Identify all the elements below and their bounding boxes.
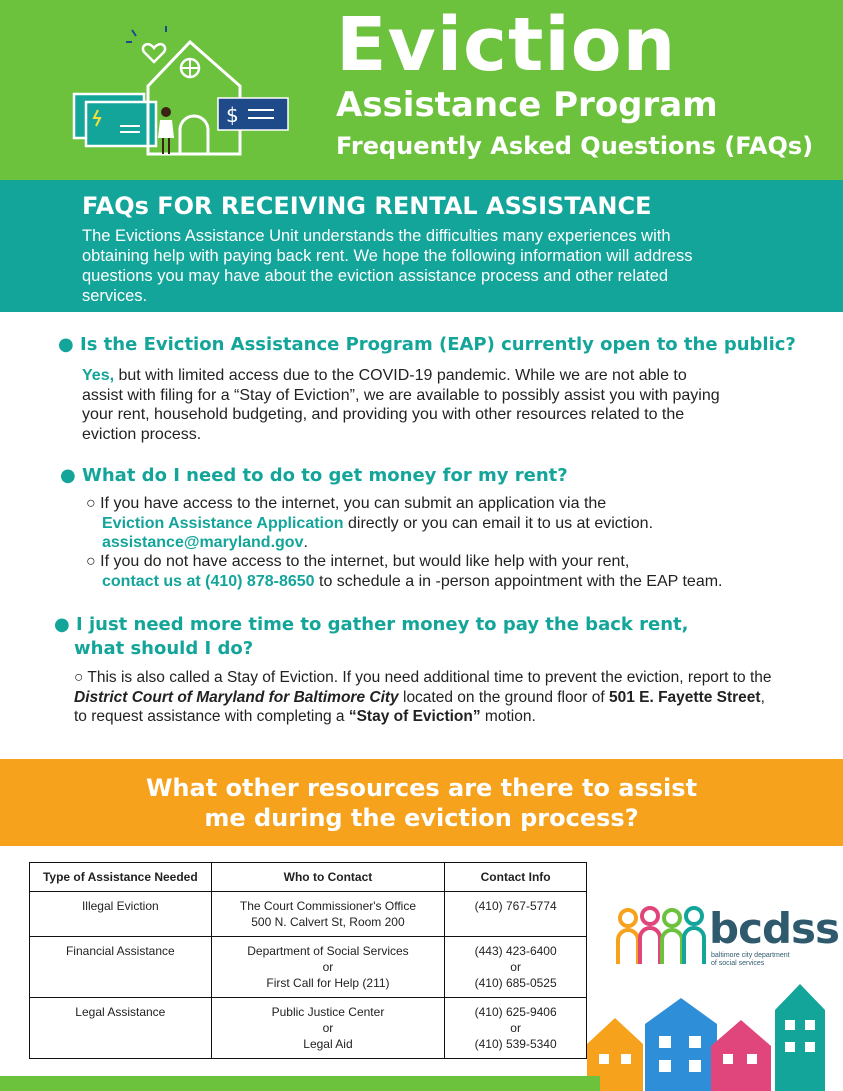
table-header-row [30,863,587,892]
logo-brand-text: bcdss [709,904,840,953]
table-header-who: Who to Contact [211,863,445,892]
table-row [30,998,587,1059]
phone-link[interactable]: contact us at (410) 878-8650 [102,572,315,590]
footer-bar [0,1076,600,1091]
faq-question-2: ● What do I need to do to get money for my rent? [60,465,568,486]
people-logo-icon [616,904,708,968]
faq-answer-2-item-2: ○ If you do not have access to the internet, but would like help with your rent, contact us at (410) 878-8650 to schedule a in -person appointment with the EAP team. [86,553,723,590]
bullet-icon: ● [60,465,76,486]
circle-bullet-icon: ○ [86,553,96,570]
page-tagline: Frequently Asked Questions (FAQs) [336,132,814,160]
faq-question-3: ● I just need more time to gather money to pay the back rent, what should I do? [54,614,689,659]
resources-heading: What other resources are there to assist me during the eviction process? [145,774,698,832]
bullet-icon: ● [58,334,74,355]
table-cell-contact: (410) 625-9406 or (410) 539-5340 [445,998,587,1059]
faq-question-1: ● Is the Eviction Assistance Program (EAP) currently open to the public? [58,334,796,355]
table-row [30,937,587,998]
table-cell-type: Illegal Eviction [30,892,212,937]
email-link[interactable]: assistance@maryland.gov [102,534,304,551]
resources-table [29,862,587,1059]
table-cell-contact: (410) 767-5774 [445,892,587,937]
bullet-icon: ● [54,614,70,635]
table-cell-who: Public Justice Center or Legal Aid [211,998,445,1059]
table-header-contact: Contact Info [445,863,587,892]
table-row [30,892,587,937]
page-title: Eviction [336,2,677,88]
header-banner [0,0,843,180]
circle-bullet-icon: ○ [74,669,88,686]
bcdss-logo [616,904,840,973]
page-subtitle: Assistance Program [336,85,718,125]
intro-body: The Evictions Assistance Unit understands the difficulties many experiences with obtaining help with paying back rent. We hope the following information will address questions you may have about the eviction assistance process and other related services. [82,227,693,305]
logo-subtitle: baltimore city department of social services [711,952,790,967]
circle-bullet-icon: ○ [86,495,101,512]
table-header-type: Type of Assistance Needed [30,863,212,892]
house-money-illustration-icon [70,22,300,162]
svg-text:$: $ [226,103,239,127]
table-cell-who: The Court Commissioner's Office 500 N. Calvert St, Room 200 [211,892,445,937]
intro-band [0,180,843,312]
faq-answer-1: Yes, but with limited access due to the COVID-19 pandemic. While we are not able to assist with filing for a “Stay of Eviction”, we are available to possibly assist you with paying your rent, household budgeting, and providing you with other resources related to the eviction process. [82,367,720,443]
faq-answer-2-item-1: ○ If you have access to the internet, you can submit an application via the Eviction Assistance Application directly or you can email it to us at eviction. assistance@maryland.gov. [86,495,654,551]
resources-band [0,759,843,846]
application-link[interactable]: Eviction Assistance Application [102,514,344,532]
houses-illustration-icon [585,980,843,1091]
table-cell-type: Legal Assistance [30,998,212,1059]
table-cell-type: Financial Assistance [30,937,212,998]
intro-heading: FAQs FOR RECEIVING RENTAL ASSISTANCE [82,192,652,220]
table-cell-who: Department of Social Services or First Call for Help (211) [211,937,445,998]
table-cell-contact: (443) 423-6400 or (410) 685-0525 [445,937,587,998]
faq-answer-3: ○ This is also called a Stay of Eviction. If you need additional time to prevent the eviction, report to the District Court of Maryland for Baltimore City located on the ground floor of 501 E. Fayette Street, to request assistance with completing a “Stay of Eviction” motion. [74,669,772,725]
